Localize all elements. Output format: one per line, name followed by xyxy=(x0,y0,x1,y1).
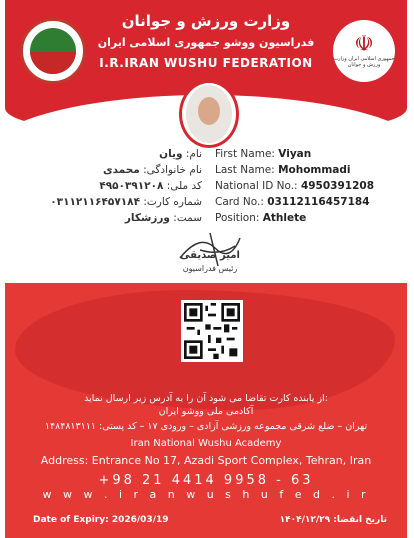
qr-code xyxy=(181,300,243,362)
website-url: w w w . i r a n w u s h u f e d . i r xyxy=(42,488,370,501)
first-name-row xyxy=(215,148,311,160)
fa-position-label: سمت: xyxy=(173,212,202,224)
finder-notice: از یابنده کارت تقاضا می شود آن را به آدرس زیر ارسال نماید: xyxy=(84,393,328,404)
federation-title-en: I.R.IRAN WUSHU FEDERATION xyxy=(99,56,313,70)
expiry-date-en: Date of Expiry: 2026/03/19 xyxy=(33,515,169,525)
fa-card-value: ۰۳۱۱۲۱۱۶۴۵۷۱۸۴ xyxy=(50,196,140,208)
fa-position-row xyxy=(125,212,202,224)
position-value: Athlete xyxy=(262,212,307,224)
fa-name-row xyxy=(159,148,202,160)
membership-card xyxy=(5,0,407,538)
expiry-date-fa: تاریخ انقضا: ۱۴۰۴/۱۲/۲۹ xyxy=(279,515,387,525)
fa-code-label: کد ملی: xyxy=(166,180,202,192)
national-id-label: National ID No.: xyxy=(215,180,298,192)
last-name-value: Mohommadi xyxy=(278,164,351,176)
national-id-value: 4950391208 xyxy=(300,180,374,192)
academy-name-en: Iran National Wushu Academy xyxy=(130,438,282,449)
fa-code-row xyxy=(99,180,202,192)
address-en: Address: Entrance No 17, Azadi Sport Complex, Tehran, Iran xyxy=(40,454,372,467)
qr-code-icon xyxy=(184,303,240,359)
last-name-label: Last Name: xyxy=(215,164,275,176)
national-id-row xyxy=(215,180,374,192)
fa-code-value: ۴۹۵۰۳۹۱۲۰۸ xyxy=(99,180,164,192)
card-no-row xyxy=(215,196,370,208)
federation-title-fa: فدراسیون ووشو جمهوری اسلامی ایران xyxy=(97,36,315,49)
last-name-row xyxy=(215,164,351,176)
card-no-label: Card No.: xyxy=(215,196,264,208)
fa-family-value: محمدی xyxy=(102,164,140,176)
fa-name-label: نام: xyxy=(185,148,202,160)
fa-position-value: ورزشکار xyxy=(124,212,170,224)
fa-card-row xyxy=(50,196,202,208)
ministry-logo-text: جمهوری اسلامی ایران وزارت ورزش و جوانان xyxy=(333,56,395,68)
signatory-name: امیر صدیقی xyxy=(180,250,240,261)
emblem-icon: ☫ xyxy=(354,32,374,57)
phone-number: +98 21 4414 9958 - 63 xyxy=(98,473,314,488)
athlete-photo xyxy=(179,80,239,148)
fa-card-label: شماره کارت: xyxy=(143,196,202,208)
signature-image xyxy=(170,228,250,268)
address-fa: تهران – ضلع شرقی مجموعه ورزشی آزادی – ورودی ۱۷ – کد پستی: ۱۴۸۴۸۱۳۱۱۱ xyxy=(44,421,368,432)
position-row xyxy=(215,212,306,224)
card-no-value: 03112116457184 xyxy=(267,196,370,208)
fa-name-value: ویان xyxy=(159,148,183,160)
academy-name-fa: آکادمی ملی ووشو ایران xyxy=(158,406,254,417)
signatory-role: رئیس فدراسیون xyxy=(182,264,238,273)
first-name-value: Viyan xyxy=(278,148,312,160)
position-label: Position: xyxy=(215,212,260,224)
fa-family-row xyxy=(103,164,202,176)
first-name-label: First Name: xyxy=(215,148,275,160)
ministry-title: وزارت ورزش و جوانان xyxy=(121,12,291,30)
fa-family-label: نام خانوادگی: xyxy=(143,164,202,176)
